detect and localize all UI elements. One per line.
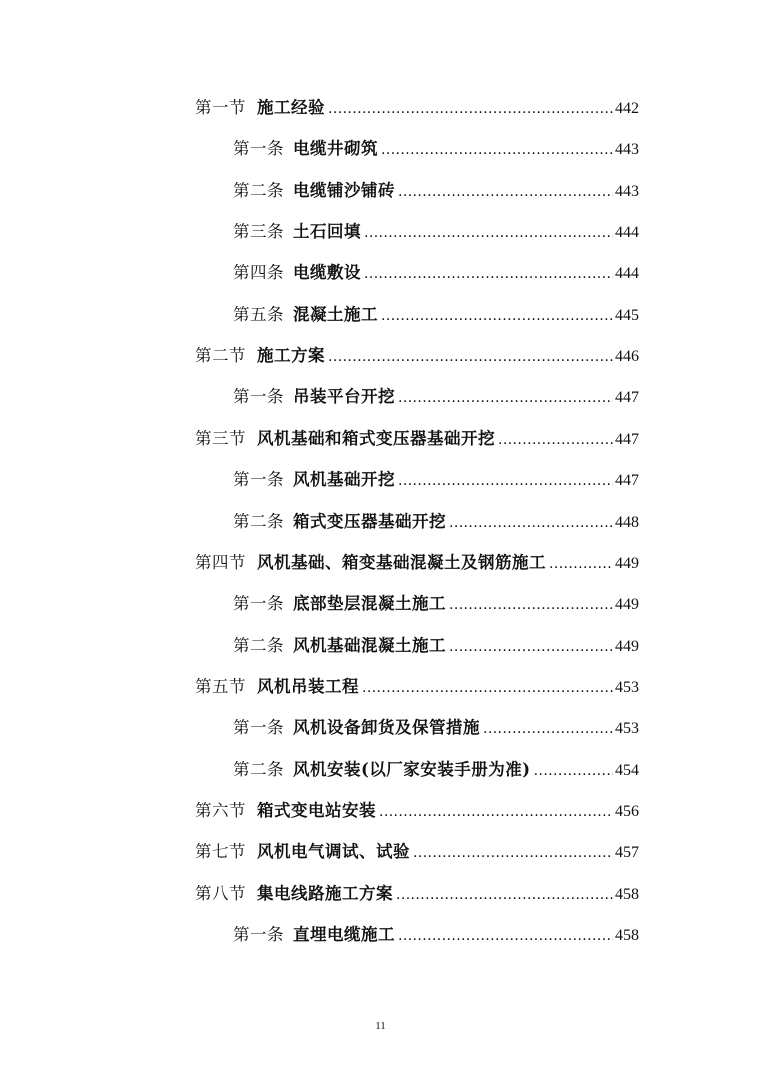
toc-entry-label: 第一条 <box>233 925 284 944</box>
toc-entry-title: 风机基础混凝土施工 <box>293 636 446 655</box>
toc-section-entry[interactable] <box>195 426 639 452</box>
toc-entry-page: 442 <box>615 100 639 117</box>
toc-entry-title: 风机安装(以厂家安装手册为准) <box>293 760 531 779</box>
toc-entry-title: 风机设备卸货及保管措施 <box>293 718 480 737</box>
toc-entry-page: 443 <box>615 141 639 158</box>
page-number: 11 <box>375 1020 386 1032</box>
toc-entry-title: 直埋电缆施工 <box>293 925 395 944</box>
toc-entry-title: 风机基础和箱式变压器基础开挖 <box>257 429 495 448</box>
toc-section-entry[interactable] <box>195 881 639 907</box>
dot-leader <box>379 799 613 825</box>
toc-entry-label: 第四条 <box>233 263 284 282</box>
toc-entry-title: 箱式变压器基础开挖 <box>293 512 446 531</box>
toc-item-entry[interactable] <box>233 302 639 328</box>
toc-entry-page: 447 <box>615 472 639 489</box>
dot-leader <box>549 551 613 577</box>
dot-leader <box>534 758 613 784</box>
toc-entry-label: 第一条 <box>233 387 284 406</box>
toc-entry-label: 第七节 <box>195 842 246 861</box>
toc-entry-label: 第八节 <box>195 884 246 903</box>
toc-entry-label: 第六节 <box>195 801 246 820</box>
toc-entry-page: 449 <box>615 638 639 655</box>
dot-leader <box>498 427 613 453</box>
toc-entry-label: 第一条 <box>233 470 284 489</box>
dot-leader <box>398 179 613 205</box>
toc-entry-title: 箱式变电站安装 <box>257 801 376 820</box>
toc-entry-label: 第二条 <box>233 636 284 655</box>
dot-leader <box>398 923 613 949</box>
toc-entry-title: 底部垫层混凝土施工 <box>293 594 446 613</box>
toc-item-entry[interactable] <box>233 467 639 493</box>
toc-section-entry[interactable] <box>195 95 639 121</box>
toc-entry-page: 458 <box>615 886 639 903</box>
toc-section-entry[interactable] <box>195 839 639 865</box>
dot-leader <box>398 468 613 494</box>
toc-entry-page: 449 <box>615 555 639 572</box>
toc-entry-title: 电缆井砌筑 <box>293 139 378 158</box>
toc-entry-title: 风机基础、箱变基础混凝土及钢筋施工 <box>257 553 546 572</box>
toc-item-entry[interactable] <box>233 922 639 948</box>
toc-entry-title: 施工方案 <box>257 346 325 365</box>
toc-item-entry[interactable] <box>233 757 639 783</box>
toc-entry-label: 第一节 <box>195 98 246 117</box>
toc-entry-label: 第五条 <box>233 305 284 324</box>
toc-entry-title: 土石回填 <box>293 222 361 241</box>
dot-leader <box>364 220 613 246</box>
toc-entry-label: 第三节 <box>195 429 246 448</box>
dot-leader <box>449 634 613 660</box>
toc-entry-page: 443 <box>615 183 639 200</box>
dot-leader <box>413 840 613 866</box>
toc-entry-label: 第二条 <box>233 760 284 779</box>
toc-item-entry[interactable] <box>233 219 639 245</box>
toc-entry-label: 第一条 <box>233 139 284 158</box>
toc-entry-label: 第二条 <box>233 181 284 200</box>
dot-leader <box>483 716 613 742</box>
toc-entry-title: 风机基础开挖 <box>293 470 395 489</box>
toc-entry-label: 第二条 <box>233 512 284 531</box>
toc-entry-title: 吊装平台开挖 <box>293 387 395 406</box>
toc-entry-page: 448 <box>615 514 639 531</box>
dot-leader <box>449 592 613 618</box>
dot-leader <box>328 344 613 370</box>
toc-section-entry[interactable] <box>195 674 639 700</box>
toc-section-entry[interactable] <box>195 798 639 824</box>
toc-entry-page: 454 <box>615 762 639 779</box>
toc-entry-page: 453 <box>615 679 639 696</box>
toc-item-entry[interactable] <box>233 509 639 535</box>
toc-section-entry[interactable] <box>195 550 639 576</box>
dot-leader <box>364 261 613 287</box>
toc-entry-page: 449 <box>615 596 639 613</box>
toc-entry-page: 456 <box>615 803 639 820</box>
toc-entry-label: 第四节 <box>195 553 246 572</box>
toc-entry-label: 第三条 <box>233 222 284 241</box>
toc-entry-title: 混凝土施工 <box>293 305 378 324</box>
toc-entry-title: 风机电气调试、试验 <box>257 842 410 861</box>
dot-leader <box>381 303 613 329</box>
toc-item-entry[interactable] <box>233 633 639 659</box>
toc-item-entry[interactable] <box>233 591 639 617</box>
toc-item-entry[interactable] <box>233 260 639 286</box>
dot-leader <box>396 882 613 908</box>
dot-leader <box>362 675 613 701</box>
dot-leader <box>328 96 613 122</box>
toc-entry-title: 施工经验 <box>257 98 325 117</box>
toc-entry-page: 458 <box>615 927 639 944</box>
toc-entry-page: 453 <box>615 720 639 737</box>
toc-entry-label: 第一条 <box>233 718 284 737</box>
toc-entry-page: 447 <box>615 431 639 448</box>
toc-entry-title: 电缆铺沙铺砖 <box>293 181 395 200</box>
toc-entry-page: 446 <box>615 348 639 365</box>
toc-entry-page: 444 <box>615 224 639 241</box>
toc-item-entry[interactable] <box>233 178 639 204</box>
toc-entry-label: 第一条 <box>233 594 284 613</box>
toc-entry-page: 447 <box>615 389 639 406</box>
toc-entry-page: 444 <box>615 265 639 282</box>
toc-item-entry[interactable] <box>233 136 639 162</box>
dot-leader <box>381 137 613 163</box>
toc-entry-title: 集电线路施工方案 <box>257 884 393 903</box>
toc-entry-page: 457 <box>615 844 639 861</box>
toc-entry-title: 电缆敷设 <box>293 263 361 282</box>
toc-item-entry[interactable] <box>233 384 639 410</box>
toc-entry-label: 第五节 <box>195 677 246 696</box>
dot-leader <box>449 510 613 536</box>
toc-entry-label: 第二节 <box>195 346 246 365</box>
toc-entry-title: 风机吊装工程 <box>257 677 359 696</box>
toc-item-entry[interactable] <box>233 715 639 741</box>
toc-section-entry[interactable] <box>195 343 639 369</box>
dot-leader <box>398 385 613 411</box>
toc-entry-page: 445 <box>615 307 639 324</box>
